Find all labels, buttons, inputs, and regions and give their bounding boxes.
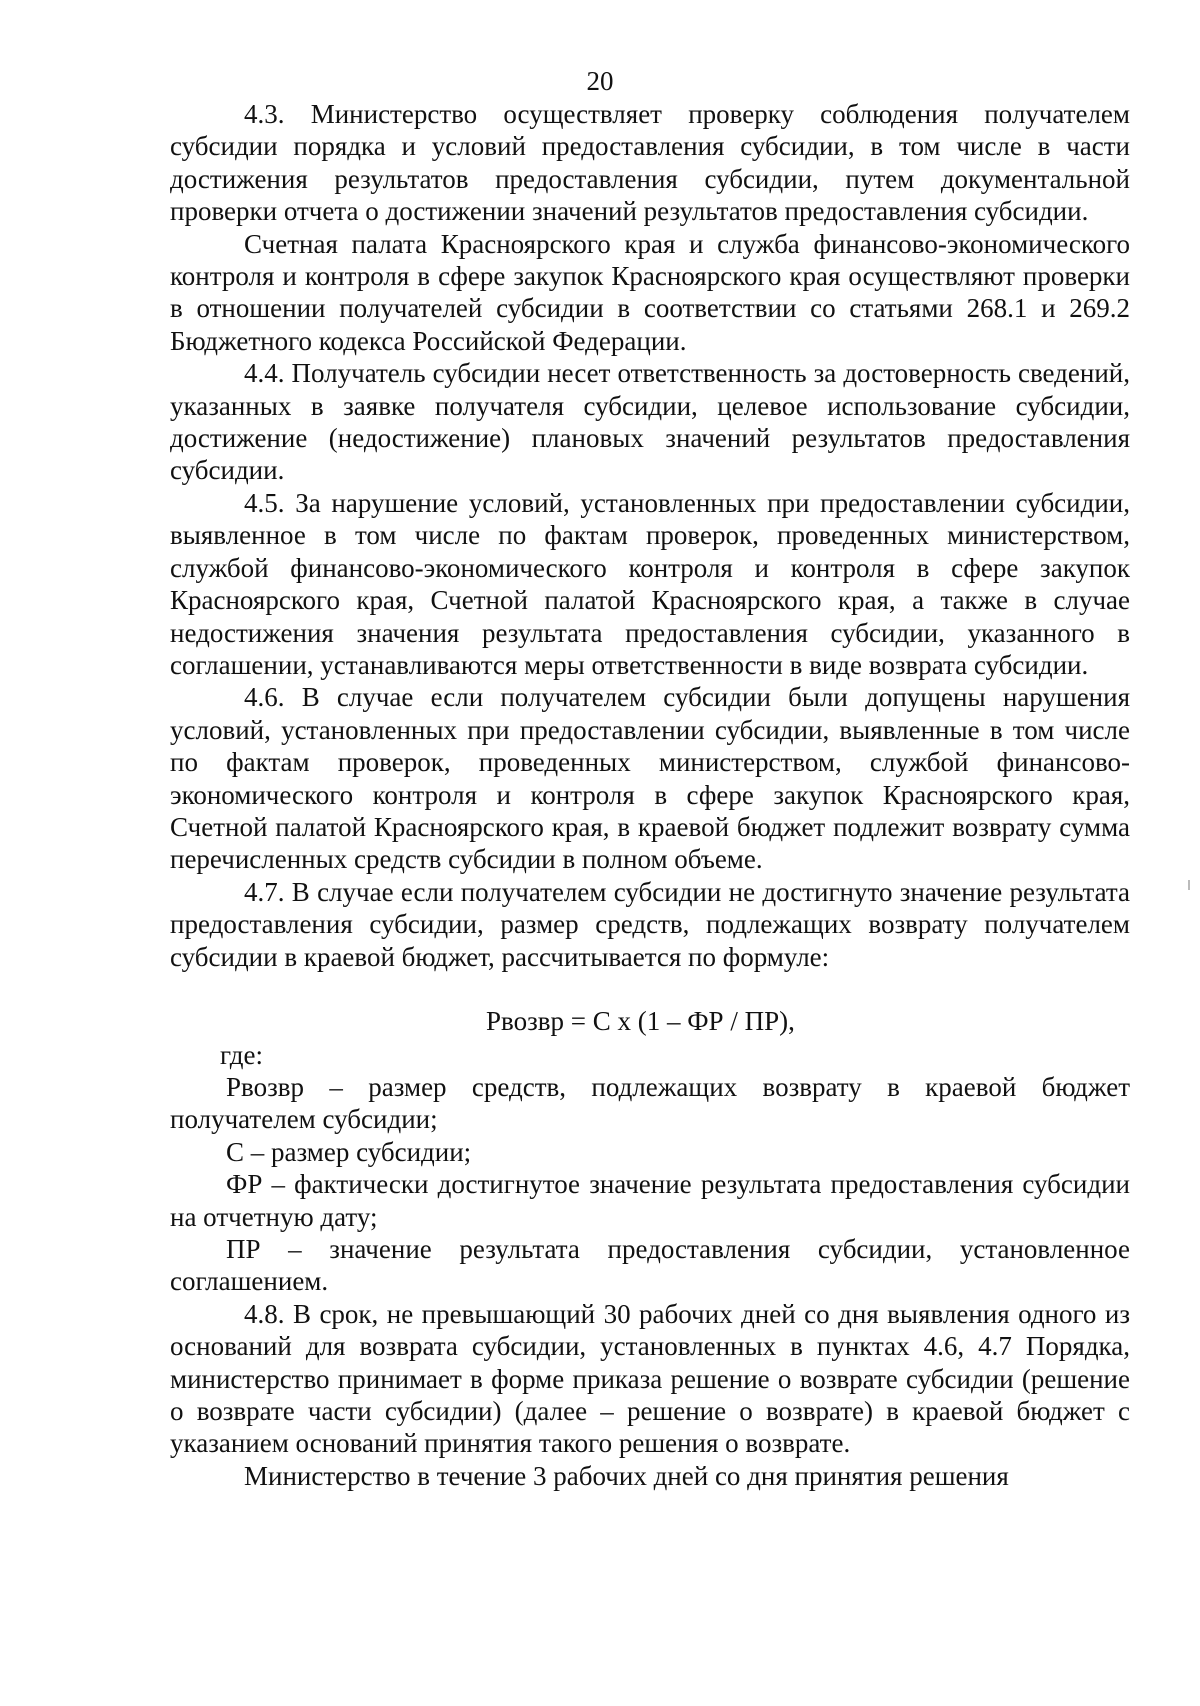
document-body (170, 98, 1130, 1492)
margin-scan-mark (1188, 880, 1190, 890)
paragraph-4-7: 4.7. В случае если получателем субсидии не достигнуто значение результата предоставления субсидии, размер средств, подлежащих возврату получателем субсидии в краевой бюджет, рассчитывается по формуле: (170, 876, 1130, 972)
return-formula: Рвозвр = С х (1 – ФР / ПР), (486, 1005, 795, 1036)
definition-fr: ФР – фактически достигнутое значение результата предоставления субсидии на отчетную дату; (170, 1169, 1130, 1232)
paragraph-4-4: 4.4. Получатель субсидии несет ответственность за достоверность сведений, указанных в заявке получателя субсидии, целевое использование субсидии, достижение (недостижение) плановых значений результатов предоставления субсидии. (170, 358, 1130, 486)
definition-rvozvr: Рвозвр – размер средств, подлежащих возврату в краевой бюджет получателем субсидии; (170, 1071, 1130, 1135)
paragraph-4-6: 4.6. В случае если получателем субсидии были допущены нарушения условий, установленных при предоставлении субсидии, выявленные в том числе по фактам проверок, проведенных министерством, службой финансово-экономического контроля и контроля в сфере закупок Красноярского края, Счетной палатой Красноярского края, в краевой бюджет подлежит возврату сумма перечисленных средств субсидии в полном объеме. (170, 682, 1130, 875)
page-number: 20 (586, 66, 614, 96)
formula-where-label: где: (220, 1039, 263, 1070)
paragraph-ministry-deadline: Министерство в течение 3 рабочих дней со дня принятия решения (244, 1460, 1009, 1491)
paragraph-4-5: 4.5. За нарушение условий, установленных при предоставлении субсидии, выявленное в том числе по фактам проверок, проведенных министерством, службой финансово-экономического контроля и контроля в сфере закупок Красноярского края, Счетной палатой Красноярского края, а также в случае недостижения значения результата предоставления субсидии, указанного в соглашении, устанавливаются меры ответственности в виде возврата субсидии. (170, 487, 1130, 680)
paragraph-4-8: 4.8. В срок, не превышающий 30 рабочих дней со дня выявления одного из оснований для возврата субсидии, установленных в пунктах 4.6, 4.7 Порядка, министерство принимает в форме приказа решение о возврате субсидии (решение о возврате части субсидии) (далее – решение о возврате) в краевой бюджет с указанием оснований принятия такого решения о возврате. (170, 1298, 1130, 1459)
paragraph-4-3: 4.3. Министерство осуществляет проверку соблюдения получателем субсидии порядка и условий предоставления субсидии, в том числе в части достижения результатов предоставления субсидии, путем документальной проверки отчета о достижении значений результатов предоставления субсидии. (170, 99, 1130, 227)
definition-c: С – размер субсидии; (226, 1136, 472, 1167)
definition-pr: ПР – значение результата предоставления субсидии, установленное соглашением. (170, 1234, 1130, 1297)
paragraph-audit-chamber: Счетная палата Красноярского края и служба финансово-экономического контроля и контроля в сфере закупок Красноярского края осуществляют проверки в отношении получателей субсидии в соответствии со статьями 268.1 и 269.2 Бюджетного кодекса Российской Федерации. (170, 228, 1130, 356)
